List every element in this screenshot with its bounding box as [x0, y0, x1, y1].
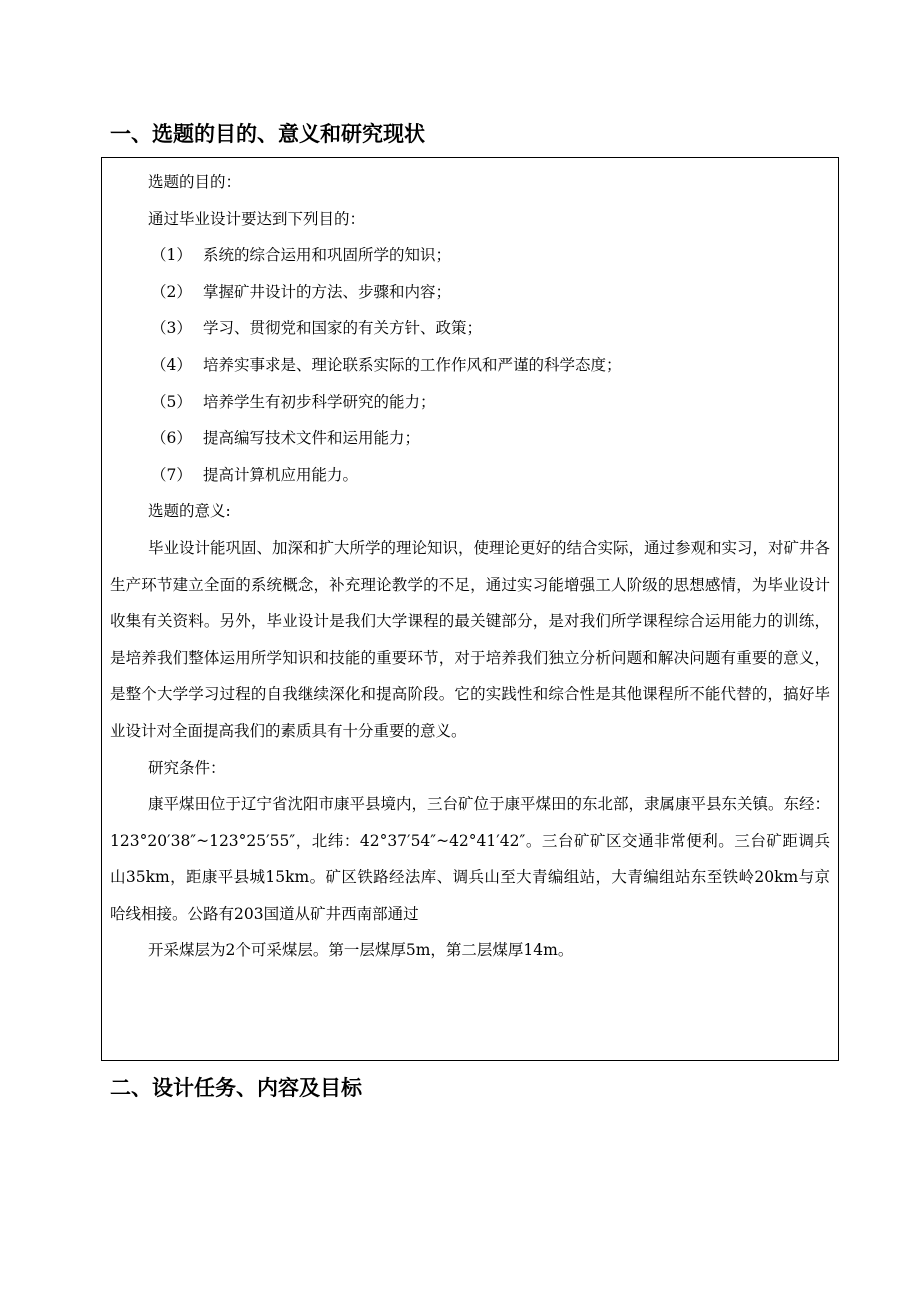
list-item-text: 学习、贯彻党和国家的有关方针、政策；: [203, 319, 483, 338]
list-item: [102, 457, 838, 494]
significance-paragraph: 毕业设计能巩固、加深和扩大所学的理论知识，使理论更好的结合实际，通过参观和实习，对矿井各生产环节建立全面的系统概念，补充理论教学的不足，通过实习能增强工人阶级的思想感情，为毕业设计收集有关资料。另外，毕业设计是我们大学课程的最关键部分，是对我们所学课程综合运用能力的训练，是培养我们整体运用所学知识和技能的重要环节，对于培养我们独立分析问题和解决问题有重要的意义，是整个大学学习过程的自我继续深化和提高阶段。它的实践性和综合性是其他课程所不能代替的，搞好毕业设计对全面提高我们的素质具有十分重要的意义。: [110, 538, 831, 740]
list-item-text: 提高计算机应用能力。: [203, 465, 359, 484]
list-item-text: 掌握矿井设计的方法、步骤和内容；: [203, 282, 452, 301]
list-item-number: （1）: [151, 246, 192, 265]
list-item: [102, 384, 838, 421]
purpose-label: 选题的目的：: [148, 173, 242, 191]
list-item-text: 培养实事求是、理论联系实际的工作作风和严谨的科学态度；: [203, 355, 622, 374]
list-item-number: （2）: [151, 282, 192, 301]
conditions-label: 研究条件：: [148, 758, 226, 777]
list-item: [102, 310, 838, 347]
list-item: [102, 274, 838, 311]
section-heading-2: 二、设计任务、内容及目标: [110, 1076, 362, 1100]
section-heading-1: 一、选题的目的、意义和研究现状: [110, 122, 425, 146]
content-box: [101, 157, 839, 1061]
list-item-text: 系统的综合运用和巩固所学的知识；: [203, 246, 452, 265]
list-item-number: （6）: [151, 429, 192, 448]
list-item-text: 培养学生有初步科学研究的能力；: [203, 392, 436, 411]
purpose-intro: 通过毕业设计要达到下列目的：: [148, 209, 366, 228]
list-item-number: （4）: [151, 355, 192, 374]
list-item-number: （7）: [151, 465, 192, 484]
list-item-text: 提高编写技术文件和运用能力；: [203, 429, 421, 448]
list-item: [102, 347, 838, 384]
list-item-number: （5）: [151, 392, 192, 411]
list-item: [102, 237, 838, 274]
conditions-paragraph: 康平煤田位于辽宁省沈阳市康平县境内，三台矿位于康平煤田的东北部，隶属康平县东关镇。东经：123°20′38″~123°25′55″，北纬：42°37′54″~42°41′42″。三台矿矿区交通非常便利。三台矿距调兵山35km，距康平县城15km。矿区铁路经法库、调兵山至大青编组站，大青编组站东至铁岭20km与京哈线相接。公路有203国道从矿井西南部通过: [110, 795, 831, 923]
significance-label: 选题的意义:: [148, 502, 231, 521]
list-item: [102, 420, 838, 457]
list-item-number: （3）: [151, 319, 192, 338]
coal-seams-text: 开采煤层为2个可采煤层。第一层煤厚5m，第二层煤厚14m。: [148, 941, 574, 960]
